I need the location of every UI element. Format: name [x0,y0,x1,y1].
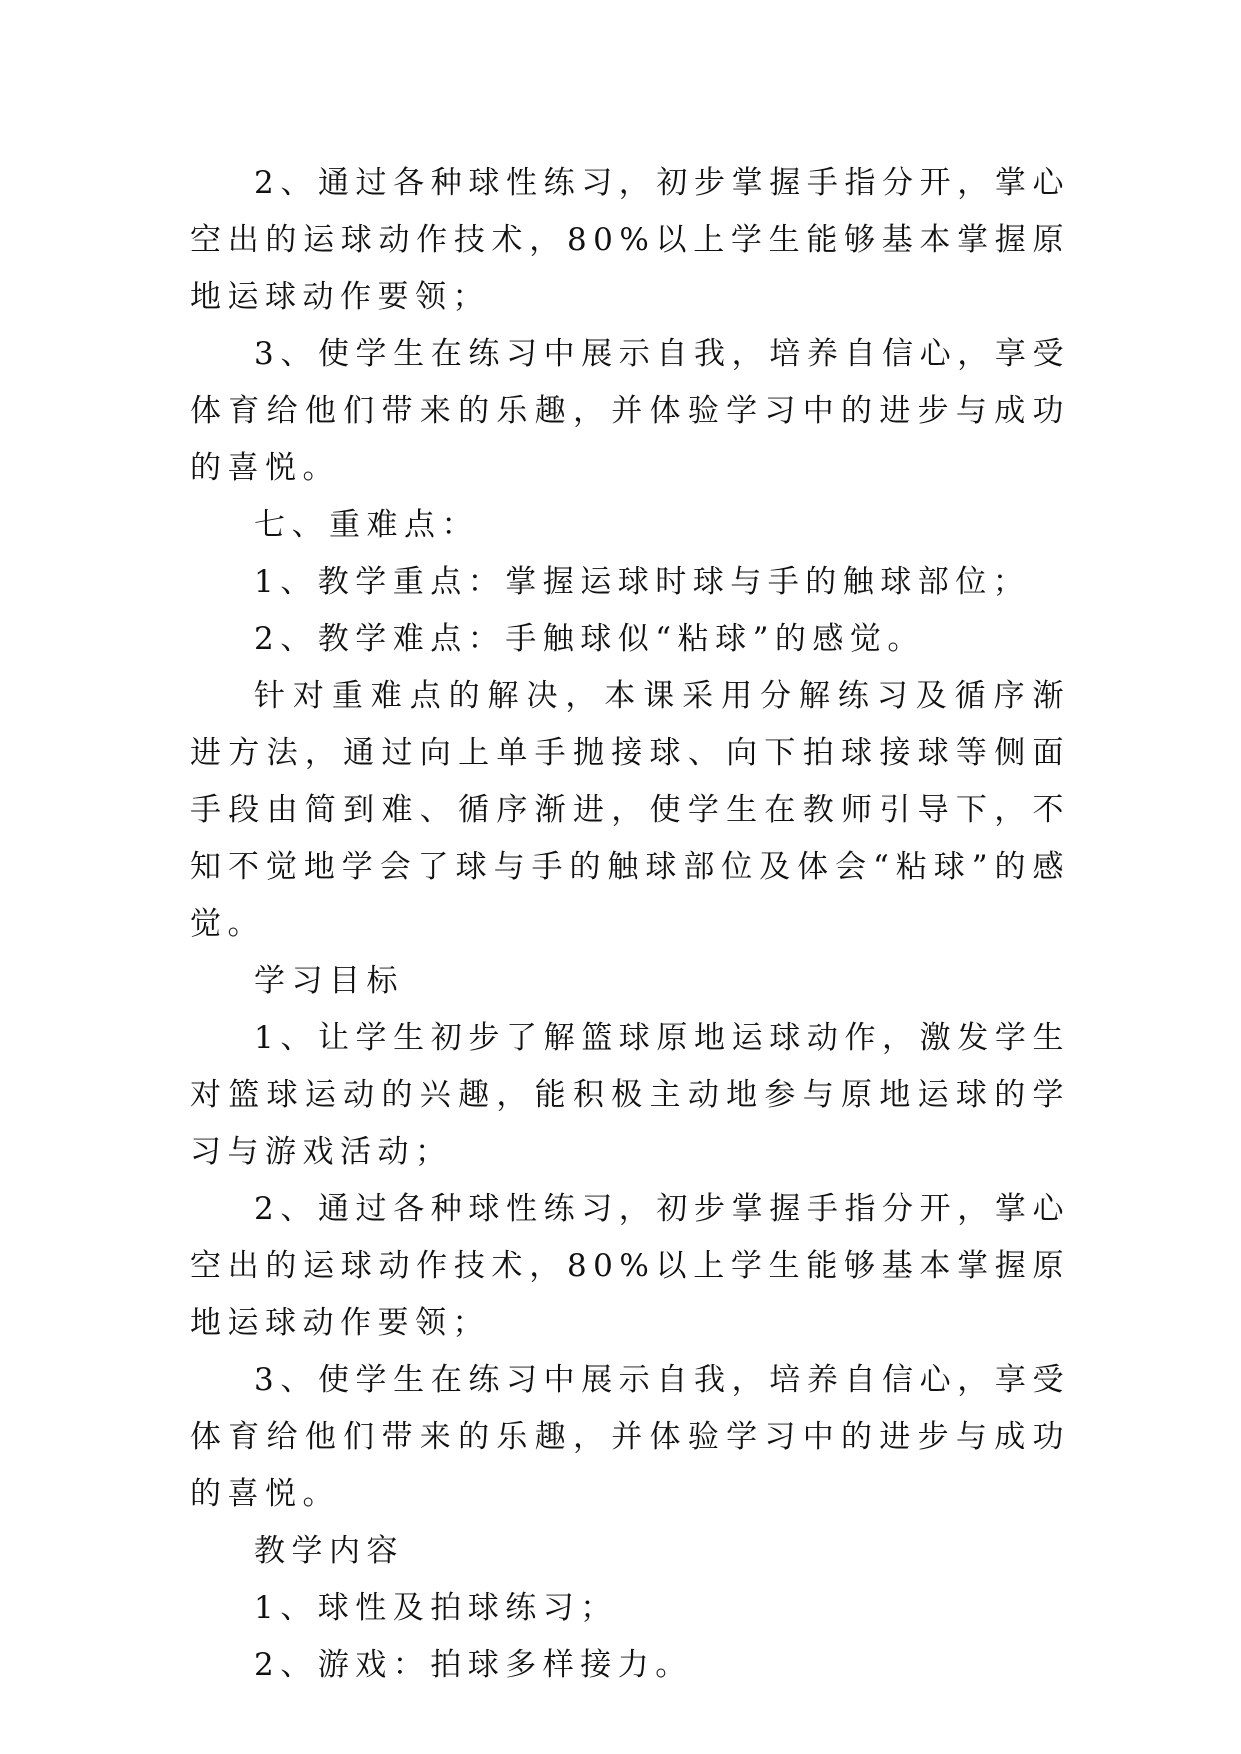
heading-learning-objectives: 学习目标 [254,963,404,999]
paragraph-learning-objective-3: 3、使学生在练习中展示自我，培养自信心，享受体育给他们带来的乐趣，并体验学习中的进步与成功的喜悦。 [190,1362,1070,1512]
paragraph-learning-objective-2: 2、通过各种球性练习，初步掌握手指分开，掌心空出的运球动作技术，80%以上学生能够基本掌握原地运球动作要领； [190,1191,1070,1341]
paragraph-learning-objective-1: 1、让学生初步了解篮球原地运球动作，激发学生对篮球运动的兴趣，能积极主动地参与原地运球的学习与游戏活动； [190,1020,1070,1170]
paragraph-solution: 针对重难点的解决，本课采用分解练习及循序渐进方法，通过向上单手抛接球、向下拍球接球等侧面手段由简到难、循序渐进，使学生在教师引导下，不知不觉地学会了球与手的触球部位及体会“粘球”的感觉。 [190,678,1070,942]
paragraph-teaching-difficulty: 2、教学难点：手触球似“粘球”的感觉。 [254,621,925,657]
paragraph-objective-3: 3、使学生在练习中展示自我，培养自信心，享受体育给他们带来的乐趣，并体验学习中的进步与成功的喜悦。 [190,336,1070,486]
heading-key-difficult-points: 七、重难点： [254,507,479,543]
heading-teaching-content: 教学内容 [254,1533,404,1569]
paragraph-objective-2: 2、通过各种球性练习，初步掌握手指分开，掌心空出的运球动作技术，80%以上学生能够基本掌握原地运球动作要领； [190,165,1070,315]
paragraph-content-1: 1、球性及拍球练习； [254,1590,618,1626]
paragraph-teaching-focus: 1、教学重点：掌握运球时球与手的触球部位； [254,564,1031,600]
document-body [190,155,1070,1694]
paragraph-content-2: 2、游戏：拍球多样接力。 [254,1647,693,1683]
